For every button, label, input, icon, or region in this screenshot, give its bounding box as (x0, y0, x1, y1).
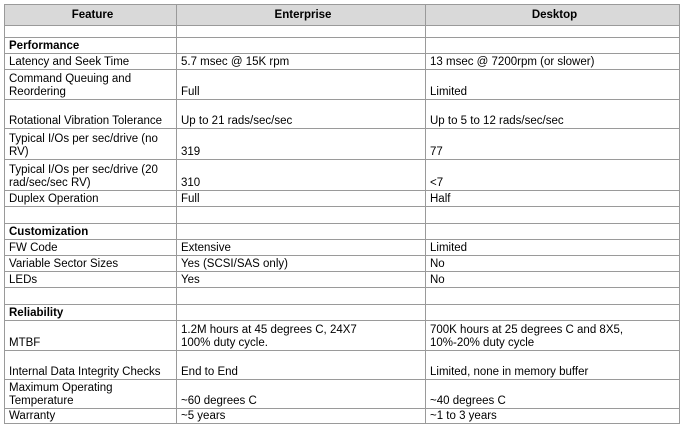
enterprise-cell: ~5 years (177, 409, 426, 424)
section-row-reliability (5, 305, 680, 321)
table-row (5, 100, 680, 129)
desktop-cell: ~40 degrees C (426, 380, 680, 409)
enterprise-cell: Yes (177, 272, 426, 288)
section-label: Customization (5, 224, 177, 240)
feature-cell: Rotational Vibration Tolerance (5, 100, 177, 129)
table-row (5, 321, 680, 351)
desktop-cell: 13 msec @ 7200rpm (or slower) (426, 54, 680, 70)
feature-cell: LEDs (5, 272, 177, 288)
enterprise-cell: Full (177, 191, 426, 207)
spacer-row (5, 207, 680, 224)
feature-cell: Latency and Seek Time (5, 54, 177, 70)
table-row (5, 256, 680, 272)
desktop-cell: Limited, none in memory buffer (426, 351, 680, 380)
feature-cell: Internal Data Integrity Checks (5, 351, 177, 380)
feature-cell: MTBF (5, 321, 177, 351)
enterprise-cell: Up to 21 rads/sec/sec (177, 100, 426, 129)
desktop-cell: Half (426, 191, 680, 207)
feature-cell: Variable Sector Sizes (5, 256, 177, 272)
table-row (5, 351, 680, 380)
table-row (5, 191, 680, 207)
enterprise-cell: End to End (177, 351, 426, 380)
feature-cell: Typical I/Os per sec/drive (no RV) (5, 129, 177, 160)
enterprise-cell: ~60 degrees C (177, 380, 426, 409)
desktop-cell: Limited (426, 240, 680, 256)
desktop-cell: 77 (426, 129, 680, 160)
table-row (5, 272, 680, 288)
desktop-cell: <7 (426, 160, 680, 191)
table-row (5, 160, 680, 191)
feature-cell: FW Code (5, 240, 177, 256)
header-enterprise: Enterprise (177, 5, 426, 26)
table-row (5, 129, 680, 160)
enterprise-cell: Full (177, 70, 426, 100)
enterprise-cell: Yes (SCSI/SAS only) (177, 256, 426, 272)
desktop-cell: Limited (426, 70, 680, 100)
feature-cell: Typical I/Os per sec/drive (20 rad/sec/sec RV) (5, 160, 177, 191)
section-label: Performance (5, 38, 177, 54)
header-desktop: Desktop (426, 5, 680, 26)
feature-cell: Duplex Operation (5, 191, 177, 207)
feature-cell: Warranty (5, 409, 177, 424)
enterprise-cell: Extensive (177, 240, 426, 256)
enterprise-cell: 310 (177, 160, 426, 191)
section-label: Reliability (5, 305, 177, 321)
enterprise-cell: 5.7 msec @ 15K rpm (177, 54, 426, 70)
table-row (5, 54, 680, 70)
table-row (5, 409, 680, 424)
enterprise-cell: 1.2M hours at 45 degrees C, 24X7 100% duty cycle. (177, 321, 426, 351)
comparison-table (4, 4, 680, 424)
desktop-cell: No (426, 272, 680, 288)
desktop-cell: ~1 to 3 years (426, 409, 680, 424)
table-row (5, 380, 680, 409)
enterprise-cell: 319 (177, 129, 426, 160)
header-feature: Feature (5, 5, 177, 26)
section-row-performance (5, 38, 680, 54)
feature-cell: Maximum Operating Temperature (5, 380, 177, 409)
table-row (5, 70, 680, 100)
header-row (5, 5, 680, 26)
desktop-cell: Up to 5 to 12 rads/sec/sec (426, 100, 680, 129)
feature-cell: Command Queuing and Reordering (5, 70, 177, 100)
section-row-customization (5, 224, 680, 240)
desktop-cell: 700K hours at 25 degrees C and 8X5, 10%-20% duty cycle (426, 321, 680, 351)
spacer-row (5, 288, 680, 305)
table-row (5, 240, 680, 256)
spacer-row (5, 26, 680, 38)
desktop-cell: No (426, 256, 680, 272)
